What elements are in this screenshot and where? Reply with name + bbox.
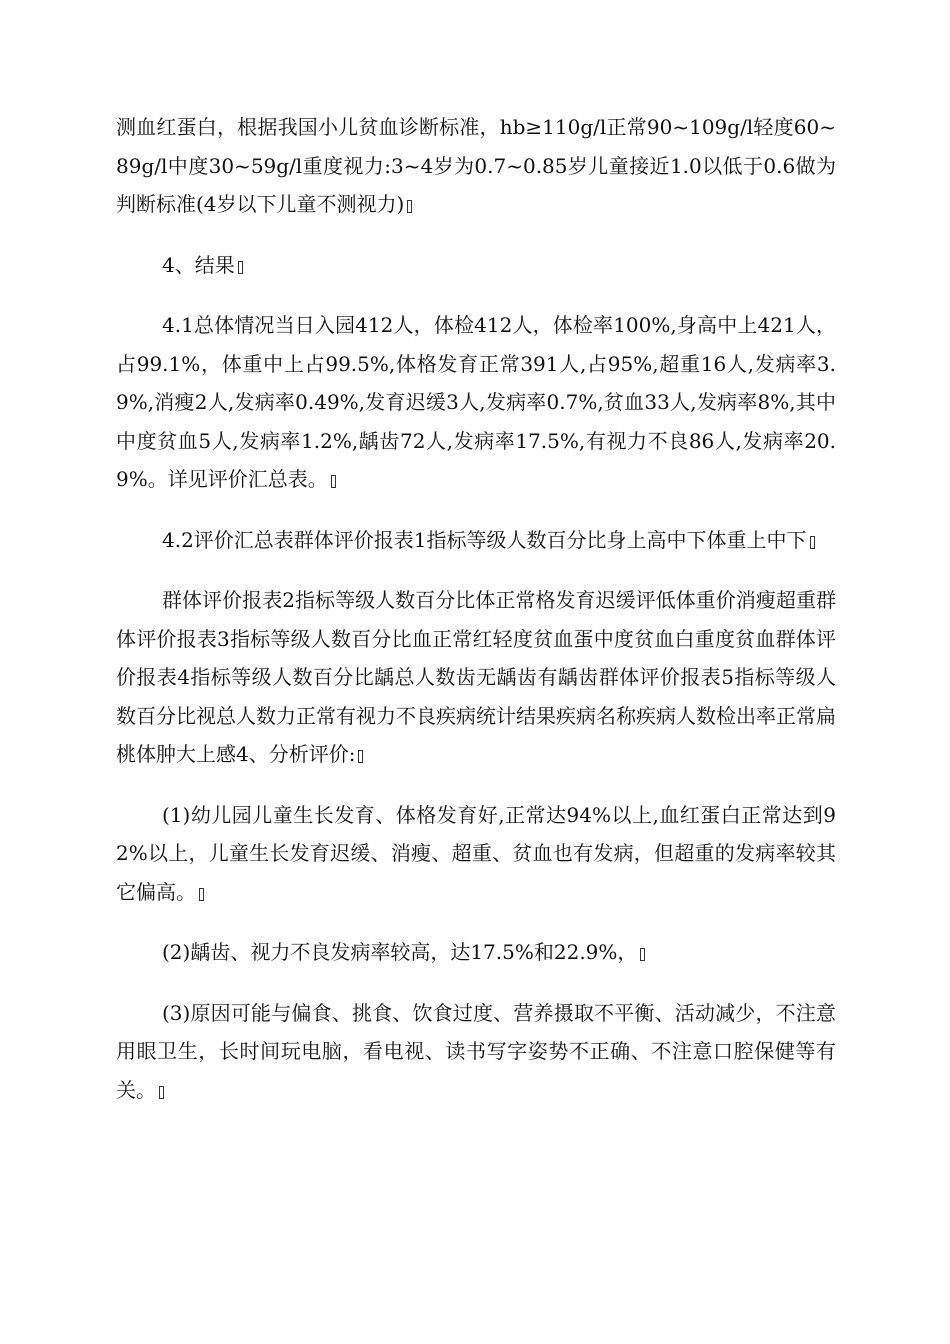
- paragraph-end-mark-icon: [810, 536, 815, 549]
- paragraph-end-mark-icon: [159, 1086, 164, 1099]
- section-heading-results: 4、结果: [116, 246, 836, 285]
- paragraph-analysis-2: (2)龋齿、视力不良发病率较高，达17.5%和22.9%，: [116, 933, 836, 972]
- paragraph-end-mark-icon: [640, 948, 645, 961]
- paragraph-end-mark-icon: [331, 475, 336, 488]
- paragraph-analysis-3: (3)原因可能与偏食、挑食、饮食过度、营养摄取不平衡、活动减少，不注意用眼卫生，长时间玩电脑，看电视、读书写字姿势不正确、不注意口腔保健等有关。: [116, 1000, 836, 1102]
- document-page: [116, 108, 836, 1109]
- paragraph-hemoglobin-vision-standard: 测血红蛋白，根据我国小儿贫血诊断标准，hb≥110g/l正常90~109g/l轻度60~89g/l中度30~59g/l重度视力:3~4岁为0.7~0.85岁儿童接近1.0以低于0.6做为判断标准(4岁以下儿童不测视力): [116, 115, 836, 216]
- paragraph-summary-table-1: 4.2评价汇总表群体评价报表1指标等级人数百分比身上高中下体重上中下: [116, 521, 836, 560]
- paragraph-end-mark-icon: [407, 200, 412, 213]
- paragraph-summary-tables-2-5: 群体评价报表2指标等级人数百分比体正常格发育迟缓评低体重价消瘦超重群体评价报表3指标等级人数百分比血正常红轻度贫血蛋中度贫血白重度贫血群体评价报表4指标等级人数百分比龋总人数齿无龋齿有龋齿群体评价报表5指标等级人数百分比视总人数力正常有视力不良疾病统计结果疾病名称疾病人数检出率正常扁桃体肿大上感4、分析评价:: [116, 588, 836, 766]
- paragraph-analysis-1: (1)幼儿园儿童生长发育、体格发育好,正常达94%以上,血红蛋白正常达到92%以上，儿童生长发育迟缓、消瘦、超重、贫血也有发病，但超重的发病率较其它偏高。: [116, 802, 836, 904]
- paragraph-end-mark-icon: [199, 888, 204, 901]
- paragraph-end-mark-icon: [358, 750, 363, 763]
- paragraph-overall-situation: 4.1总体情况当日入园412人，体检412人，体检率100%,身高中上421人，占99.1%，体重中上占99.5%,体格发育正常391人,占95%,超重16人,发病率3.9%,消瘦2人,发病率0.49%,发育迟缓3人,发病率0.7%,贫血33人,发病率8%,其中中度贫血5人,发病率1.2%,龋齿72人,发病率17.5%,有视力不良86人,发病率20.9%。详见评价汇总表。: [116, 313, 836, 491]
- paragraph-end-mark-icon: [238, 261, 243, 274]
